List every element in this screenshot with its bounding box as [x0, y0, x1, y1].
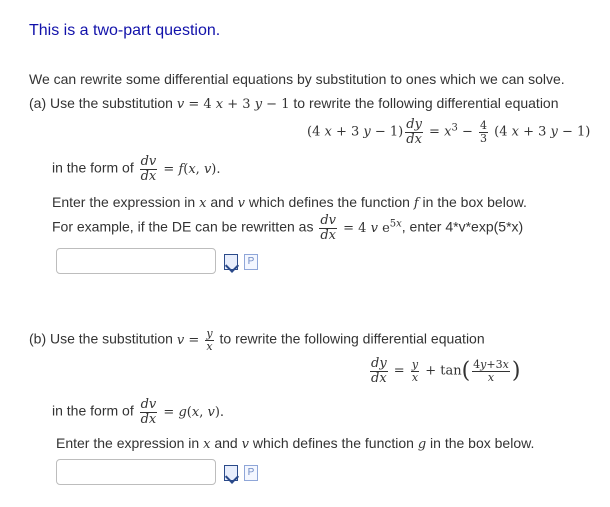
part-a-enter-prefix: Enter the expression in — [52, 194, 196, 210]
part-a-answer-input[interactable] — [56, 248, 216, 274]
part-a-enter-suffix: which defines the function — [248, 194, 410, 210]
part-a-prompt-prefix: (a) Use the substitution — [29, 95, 173, 111]
part-a-prompt — [29, 95, 559, 112]
part-a-form: in the form of $\frac{dv}{dx}$ = f(x, v). — [52, 154, 221, 184]
part-b-enter-prefix: Enter the expression in — [56, 435, 200, 451]
part-b-form-label: in the form of — [52, 402, 134, 419]
intro-text: We can rewrite some differential equations by substitution to ones which we can solve. — [29, 71, 565, 87]
question-heading: This is a two-part question. — [29, 22, 221, 39]
part-a-enter-end: in the box below. — [422, 194, 527, 210]
part-a-equation: (4 x + 3 y − 1) $\frac{dy}{dx}$ = $x^3$ − $\frac{4}{3}$ (4 x + 3 y − 1) — [307, 117, 591, 147]
part-b-prompt: (b) Use the substitution v = $\frac{y}{x}$ to rewrite the following differential equation — [29, 327, 485, 353]
part-b-enter-end: in the box below. — [430, 435, 535, 451]
part-a-form-label: in the form of — [52, 159, 134, 176]
part-b-form: in the form of $\frac{dv}{dx}$ = g(x, v). — [52, 397, 225, 427]
part-b-instructions: Enter the expression in x and v which defines the function g in the box below. — [56, 435, 535, 452]
preview-icon[interactable] — [224, 465, 238, 481]
part-a-and: and — [210, 194, 234, 210]
part-a-example-prefix: For example, if the DE can be rewritten as — [52, 218, 314, 235]
part-b-answer-input[interactable] — [56, 459, 216, 485]
part-b-equation: $\frac{dy}{dx}$ = $\frac{y}{x}$ + tan( $\frac{4y+3x}{x}$ ) — [371, 356, 521, 386]
preview-icon[interactable] — [224, 254, 238, 270]
part-b-and: and — [214, 435, 238, 451]
part-b-prompt-suffix: to rewrite the following differential equation — [219, 330, 485, 347]
help-icon[interactable]: P — [244, 254, 258, 270]
part-b-prompt-prefix: (b) Use the substitution — [29, 330, 173, 347]
help-icon[interactable]: P — [244, 465, 258, 481]
part-a-substitution: v = 4 x + 3 y − 1 — [176, 97, 290, 112]
part-a-example-suffix: , enter 4*v*exp(5*x) — [401, 218, 524, 235]
part-a-prompt-suffix: to rewrite the following differential equation — [293, 95, 559, 111]
part-a-example: For example, if the DE can be rewritten as $\frac{dv}{dx}$ = 4 v $e^{5x}$, enter 4*v*exp(5*x) — [52, 213, 524, 243]
part-b-enter-suffix: which defines the function — [252, 435, 414, 451]
part-a-instructions: Enter the expression in x and v which defines the function f in the box below. — [52, 194, 527, 211]
